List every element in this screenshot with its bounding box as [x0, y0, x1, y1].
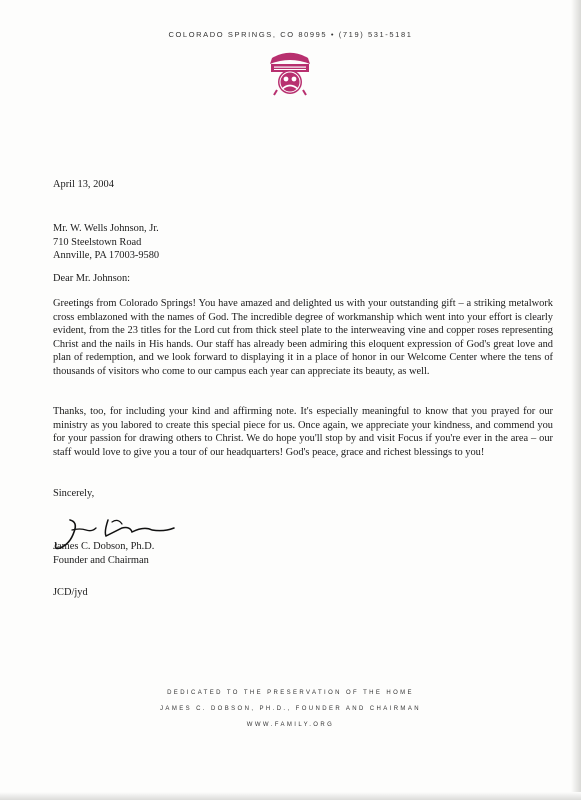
salutation: Dear Mr. Johnson: — [53, 273, 131, 284]
recipient-address — [53, 222, 553, 263]
signer-block — [53, 540, 553, 567]
signer-title: Founder and Chairman — [53, 554, 149, 566]
footer-website: WWW.FAMILY.ORG — [246, 722, 335, 728]
page-bottom-shadow — [0, 792, 581, 800]
footer-founder: JAMES C. DOBSON, PH.D., FOUNDER AND CHAIRMAN — [160, 706, 421, 712]
body-paragraph: Greetings from Colorado Springs! You have amazed and delighted us with your outstanding gift – a striking metalwork cross emblazoned with the names of God. The incredible degree of workmanship which went into your effort is clearly evident, from the 23 titles for the Lord cut from thick steel plate to the interweaving vine and copper roses representing Christ and the nails in His hands. Our staff has already been admiring this eloquent expression of God's great love and plan of redemption, and we look forward to displaying it in a place of honor in our Welcome Center where the tens of thousands of visitors who come to our campus each year can appreciate its beauty, as well. — [53, 298, 553, 377]
recipient-street: 710 Steelstown Road — [53, 236, 142, 248]
typist-initials: JCD/jyd — [53, 587, 88, 598]
letterhead-address: COLORADO SPRINGS, CO 80995 • (719) 531-5181 — [168, 30, 413, 39]
closing: Sincerely, — [53, 488, 95, 499]
letter-date: April 13, 2004 — [53, 179, 114, 190]
page-edge-shadow — [571, 0, 581, 800]
signer-name: James C. Dobson, Ph.D. — [53, 541, 155, 552]
focus-on-the-family-logo-icon — [266, 46, 314, 96]
recipient-name: Mr. W. Wells Johnson, Jr. — [53, 223, 159, 234]
footer-dedication: DEDICATED TO THE PRESERVATION OF THE HOME — [167, 690, 414, 696]
body-paragraph: Thanks, too, for including your kind and affirming note. It's especially meaningful to know that you prayed for our ministry as you labored to create this special piece for us. Once again, we appreciate your kindness, and commend you for your passion for drawing others to Christ. We do hope you'll stop by and visit Focus if you're ever in the area – our staff would love to give you a tour of our headquarters! God's peace, grace and richest blessings to you! — [53, 406, 553, 458]
recipient-city: Annville, PA 17003-9580 — [53, 250, 160, 262]
